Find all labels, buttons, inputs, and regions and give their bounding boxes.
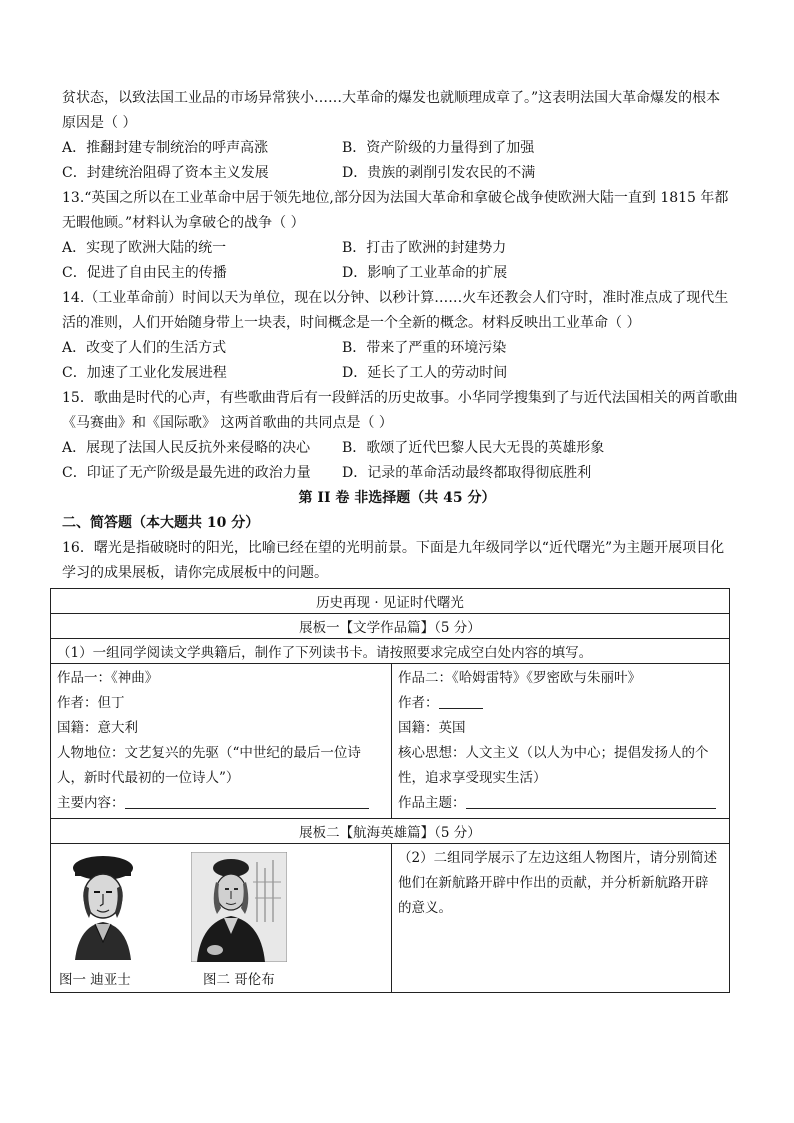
q16-stem-line1: 16．曙光是指破晓时的阳光，比喻已经在望的光明前景。下面是九年级同学以“近代曙光”为主题开展项目化 [62, 540, 725, 556]
q13-stem-line1: 13.“英国之所以在工业革命中居于领先地位,部分因为法国大革命和拿破仑战争使欧洲大陆一直到 1815 年都 [62, 190, 729, 206]
q14-stem-line2: 活的准则，人们开始随身带上一块表，时间概念是一个全新的概念。材料反映出工业革命（ ） [62, 315, 641, 331]
panel1-title: 展板一【文学作品篇】（5 分） [51, 614, 730, 639]
q12-stem-line2: 原因是（ ） [62, 115, 137, 131]
q12-option-a[interactable]: A．推翻封建专制统治的呼声高涨 [62, 140, 269, 156]
q15-options-row2 [62, 461, 732, 486]
q13-option-b[interactable]: B．打击了欧洲的封建势力 [342, 240, 507, 256]
q15-stem-line2: 《马赛曲》和《国际歌》 这两首歌曲的共同点是（ ） [62, 415, 393, 431]
board-title: 历史再现 · 见证时代曙光 [51, 589, 730, 614]
panel2-title: 展板二【航海英雄篇】（5 分） [51, 819, 730, 844]
fig2-caption: 图二 哥伦布 [203, 972, 275, 988]
q15-option-d[interactable]: D．记录的革命活动最终都取得彻底胜利 [342, 465, 592, 481]
fig1-caption: 图一 迪亚士 [59, 972, 131, 988]
work2-theme-blank[interactable] [466, 792, 716, 809]
panel2-task-line3: 的意义。 [398, 900, 452, 916]
work1-content-blank[interactable] [125, 792, 369, 809]
panel1-task: （1）一组同学阅读文学典籍后，制作了下列读书卡。请按照要求完成空白处内容的填写。 [51, 639, 730, 664]
q12-options-row1 [62, 136, 732, 161]
work1-author: 作者：但丁 [57, 695, 125, 711]
reading-card-2 [392, 664, 730, 819]
q14-stem-line1: 14.（工业革命前）时间以天为单位，现在以分钟、以秒计算……火车还教会人们守时，准时准点成了现代生 [62, 290, 729, 306]
panel2-task-cell [392, 844, 730, 993]
work2-author-row [398, 691, 723, 716]
work2-author-label: 作者： [398, 695, 439, 711]
panel2-task-line1: （2）二组同学展示了左边这组人物图片，请分别简述 [398, 850, 718, 866]
exhibit-board-table [50, 588, 730, 993]
work1-status-line2: 人，新时代最初的一位诗人”） [57, 770, 240, 786]
q14-option-b[interactable]: B．带来了严重的环境污染 [342, 340, 507, 356]
columbus-portrait-image [191, 852, 287, 962]
work2-thought-line2: 性，追求享受现实生活） [398, 770, 547, 786]
work1-nationality: 国籍：意大利 [57, 720, 138, 736]
work2-author-blank[interactable] [439, 692, 483, 709]
portraits-area [51, 844, 391, 992]
reading-card-1 [51, 664, 392, 819]
q14-option-c[interactable]: C．加速了工业化发展进程 [62, 365, 227, 381]
q14-option-d[interactable]: D．延长了工人的劳动时间 [342, 365, 508, 381]
work2-thought-line1: 核心思想：人文主义（以人为中心；提倡发扬人的个 [398, 745, 709, 761]
q13-option-d[interactable]: D．影响了工业革命的扩展 [342, 265, 508, 281]
q12-option-b[interactable]: B．资产阶级的力量得到了加强 [342, 140, 535, 156]
q12-option-d[interactable]: D．贵族的剥削引发农民的不满 [342, 165, 536, 181]
work1-name: 作品一：《神曲》 [57, 670, 159, 686]
work1-content-row [57, 791, 385, 816]
dias-portrait-image [61, 852, 145, 960]
q12-option-c[interactable]: C．封建统治阻碍了资本主义发展 [62, 165, 269, 181]
q15-option-c[interactable]: C．印证了无产阶级是最先进的政治力量 [62, 465, 311, 481]
work2-name: 作品二：《哈姆雷特》《罗密欧与朱丽叶》 [398, 670, 641, 686]
q15-option-a[interactable]: A．展现了法国人民反抗外来侵略的决心 [62, 440, 311, 456]
q14-option-a[interactable]: A．改变了人们的生活方式 [62, 340, 227, 356]
work2-theme-row [398, 791, 723, 816]
q15-option-b[interactable]: B．歌颂了近代巴黎人民大无畏的英雄形象 [342, 440, 605, 456]
q16-stem-line2: 学习的成果展板，请你完成展板中的问题。 [62, 565, 328, 581]
q13-option-c[interactable]: C．促进了自由民主的传播 [62, 265, 227, 281]
work2-theme-label: 作品主题： [398, 795, 466, 811]
q14-options-row1 [62, 336, 732, 361]
q14-options-row2 [62, 361, 732, 386]
panel2-task-line2: 他们在新航路开辟中作出的贡献，并分析新航路开辟 [398, 875, 709, 891]
part2-title: 第 II 卷 非选择题（共 45 分） [298, 490, 496, 506]
q13-stem-line2: 无暇他顾。”材料认为拿破仑的战争（ ） [62, 215, 305, 231]
q12-stem-line1: 贫状态，以致法国工业品的市场异常狭小……大革命的爆发也就顺理成章了。”这表明法国大革命爆发的根本 [62, 90, 721, 106]
work1-status-line1: 人物地位：文艺复兴的先驱（“中世纪的最后一位诗 [57, 745, 361, 761]
q15-options-row1 [62, 436, 732, 461]
q13-option-a[interactable]: A．实现了欧洲大陆的统一 [62, 240, 227, 256]
q13-options-row1 [62, 236, 732, 261]
portrait-cell [51, 844, 392, 993]
work2-nationality: 国籍：英国 [398, 720, 466, 736]
q12-options-row2 [62, 161, 732, 186]
question-block [62, 86, 738, 586]
q13-options-row2 [62, 261, 732, 286]
q15-stem-line1: 15．歌曲是时代的心声，有些歌曲背后有一段鲜活的历史故事。小华同学搜集到了与近代法国相关的两首歌曲 [62, 390, 738, 406]
section2-title: 二、简答题（本大题共 10 分） [62, 515, 260, 531]
work1-content-label: 主要内容： [57, 795, 125, 811]
